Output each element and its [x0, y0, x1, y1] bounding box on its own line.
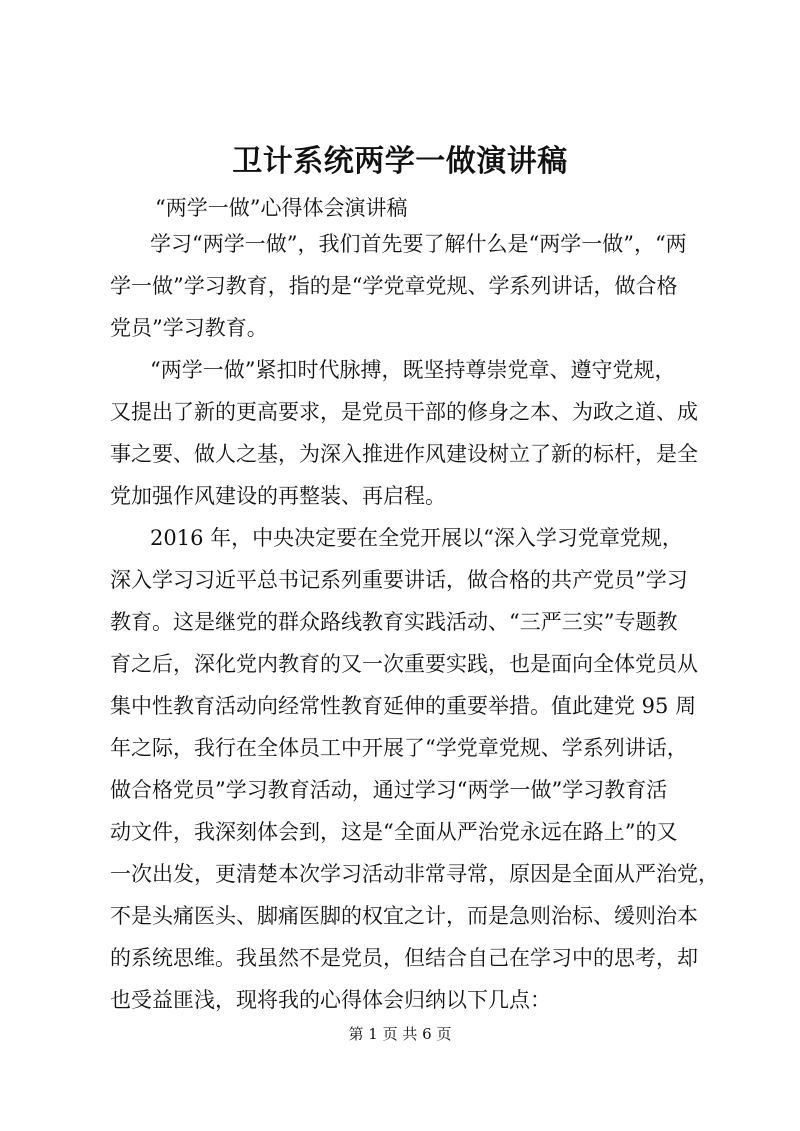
body-line: 党加强作风建设的再整装、再启程。 [110, 484, 446, 508]
body-line: 集中性教育活动向经常性教育延伸的重要举措。值此建党 95 周 [110, 694, 697, 718]
body-line: 又提出了新的更高要求，是党员干部的修身之本、为政之道、成 [110, 400, 698, 424]
body-line: 学习“两学一做”，我们首先要了解什么是“两学一做”，“两 [150, 232, 687, 256]
body-line: 一次出发，更清楚本次学习活动非常寻常，原因是全面从严治党， [110, 862, 719, 886]
document-subtitle: “两学一做”心得体会演讲稿 [155, 196, 408, 220]
body-line: 教育。这是继党的群众路线教育实践活动、“三严三实”专题教 [110, 610, 678, 634]
document-title: 卫计系统两学一做演讲稿 [232, 144, 568, 179]
body-line: 育之后，深化党内教育的又一次重要实践，也是面向全体党员从 [110, 652, 698, 676]
body-line: 深入学习习近平总书记系列重要讲话，做合格的共产党员”学习 [110, 568, 688, 592]
page-footer: 第 1 页 共 6 页 [348, 1025, 452, 1043]
body-line: 2016 年，中央决定要在全党开展以“深入学习党章党规， [150, 526, 683, 550]
body-line: 的系统思维。我虽然不是党员，但结合自己在学习中的思考，却 [110, 946, 698, 970]
body-line: 年之际，我行在全体员工中开展了“学党章党规、学系列讲话， [110, 736, 688, 760]
body-line: 党员”学习教育。 [110, 316, 268, 340]
body-line: “两学一做”紧扣时代脉搏，既坚持尊崇党章、遵守党规， [150, 358, 676, 382]
body-line: 动文件，我深刻体会到，这是“全面从严治党永远在路上”的又 [110, 820, 678, 844]
body-line: 事之要、做人之基，为深入推进作风建设树立了新的标杆，是全 [110, 442, 698, 466]
body-line: 做合格党员”学习教育活动，通过学习“两学一做”学习教育活 [110, 778, 668, 802]
body-line: 不是头痛医头、脚痛医脚的权宜之计，而是急则治标、缓则治本 [110, 904, 698, 928]
body-line: 学一做”学习教育，指的是“学党章党规、学系列讲话，做合格 [110, 274, 678, 298]
body-line: 也受益匪浅，现将我的心得体会归纳以下几点： [110, 988, 551, 1012]
